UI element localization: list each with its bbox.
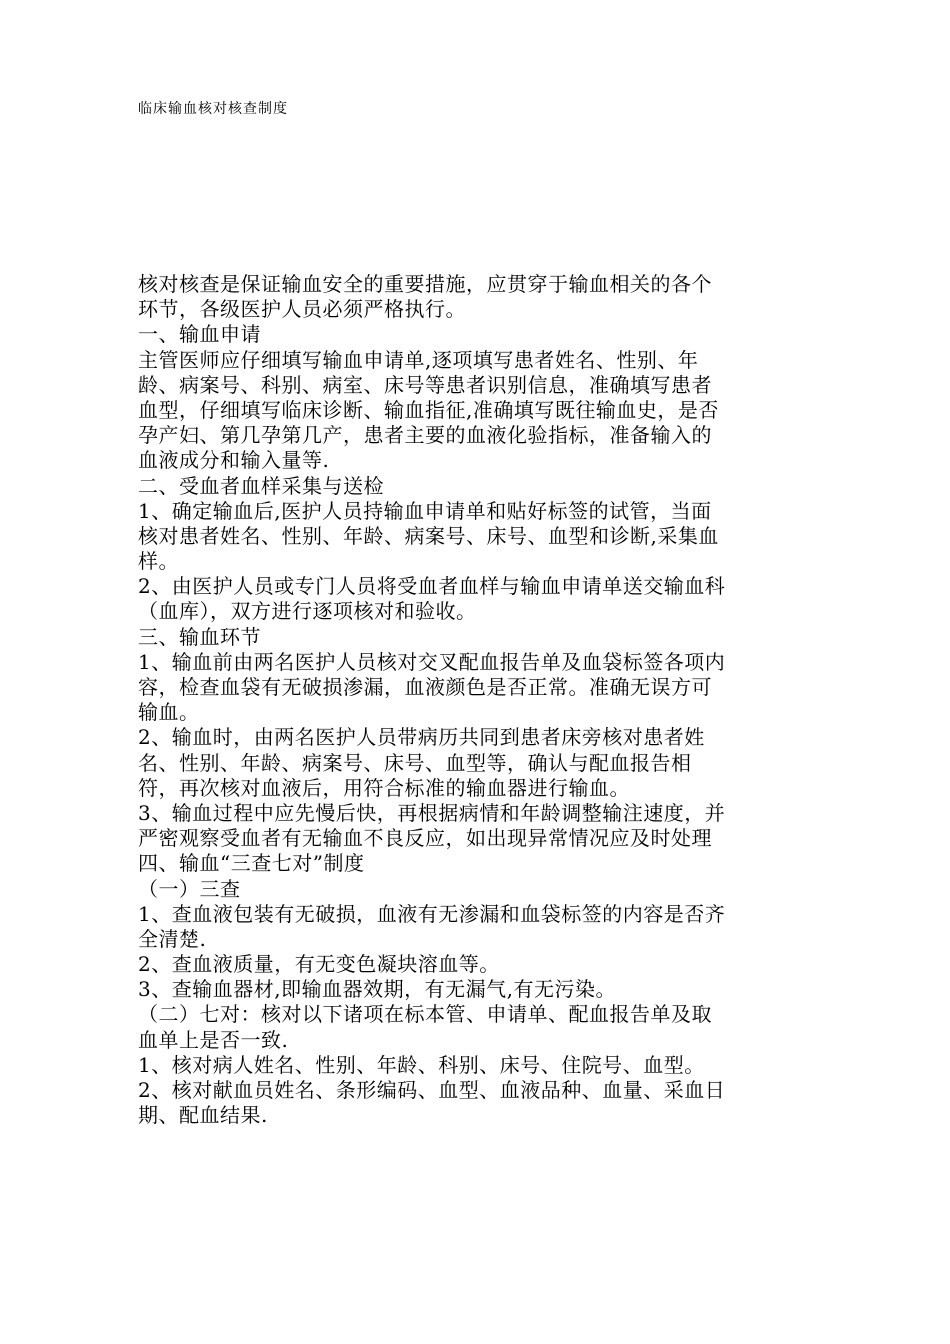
paragraph-line: 输血。: [138, 700, 200, 725]
paragraph-line: 1、输血前由两名医护人员核对交叉配血报告单及血袋标签各项内: [138, 649, 726, 674]
paragraph-line: （二）七对：核对以下诸项在标本管、申请单、配血报告单及取: [138, 1002, 712, 1027]
paragraph-line: （血库），双方进行逐项核对和验收。: [138, 599, 477, 624]
paragraph-line: 期、配血结果.: [138, 1103, 268, 1128]
paragraph-line: 2、核对献血员姓名、条形编码、血型、血液品种、血量、采血日: [138, 1078, 726, 1102]
paragraph-line: 一、输血申请: [138, 322, 261, 347]
paragraph-line: 1、查血液包装有无破损，血液有无渗漏和血袋标签的内容是否齐: [138, 901, 726, 926]
paragraph-line: 3、查输血器材,即输血器效期，有无漏气,有无污染。: [138, 977, 616, 1002]
paragraph-line: 血单上是否一致.: [138, 1027, 289, 1052]
paragraph-line: 2、由医护人员或专门人员将受血者血样与输血申请单送交输血科: [138, 574, 726, 599]
paragraph-line: 样。: [138, 549, 179, 574]
paragraph-line: 三、输血环节: [138, 624, 261, 649]
paragraph-line: 全清楚.: [138, 926, 207, 951]
document-title: 临床输血核对核查制度: [138, 101, 288, 117]
paragraph-line: 二、受血者血样采集与送检: [138, 473, 384, 498]
paragraph-line: （一）三查: [138, 876, 241, 901]
paragraph-line: 血型，仔细填写临床诊断、输血指征,准确填写既往输血史，是否: [138, 397, 719, 422]
document-body: [138, 272, 818, 1128]
paragraph-line: 2、查血液质量，有无变色凝块溶血等。: [138, 952, 500, 977]
paragraph-line: 名、性别、年龄、病案号、床号、血型等，确认与配血报告相: [138, 750, 692, 775]
paragraph-line: 1、确定输血后,医护人员持输血申请单和贴好标签的试管，当面: [138, 498, 712, 523]
paragraph-line: 龄、病案号、科别、病室、床号等患者识别信息，准确填写患者: [138, 372, 712, 397]
paragraph-line: 环节，各级医护人员必须严格执行。: [138, 297, 466, 322]
paragraph-line: 主管医师应仔细填写输血申请单,逐项填写患者姓名、性别、年: [138, 347, 699, 372]
paragraph-line: 容，检查血袋有无破损渗漏，血液颜色是否正常。准确无误方可: [138, 675, 712, 699]
paragraph-line: 孕产妇、第几孕第几产，患者主要的血液化验指标，准备输入的: [138, 423, 712, 448]
paragraph-line: 严密观察受血者有无输血不良反应，如出现异常情况应及时处理: [138, 826, 712, 851]
paragraph-line: 四、输血“三查七对”制度: [138, 851, 365, 876]
paragraph-line: 1、核对病人姓名、性别、年龄、科别、床号、住院号、血型。: [138, 1052, 705, 1077]
paragraph-line: 核对核查是保证输血安全的重要措施，应贯穿于输血相关的各个: [138, 272, 712, 296]
paragraph-line: 3、输血过程中应先慢后快，再根据病情和年龄调整输注速度，并: [138, 800, 726, 825]
paragraph-line: 符，再次核对血液后，用符合标准的输血器进行输血。: [138, 775, 630, 800]
paragraph-line: 核对患者姓名、性别、年龄、病案号、床号、血型和诊断,采集血: [138, 523, 719, 548]
paragraph-line: 2、输血时，由两名医护人员带病历共同到患者床旁核对患者姓: [138, 725, 705, 750]
paragraph-line: 血液成分和输入量等.: [138, 448, 330, 473]
